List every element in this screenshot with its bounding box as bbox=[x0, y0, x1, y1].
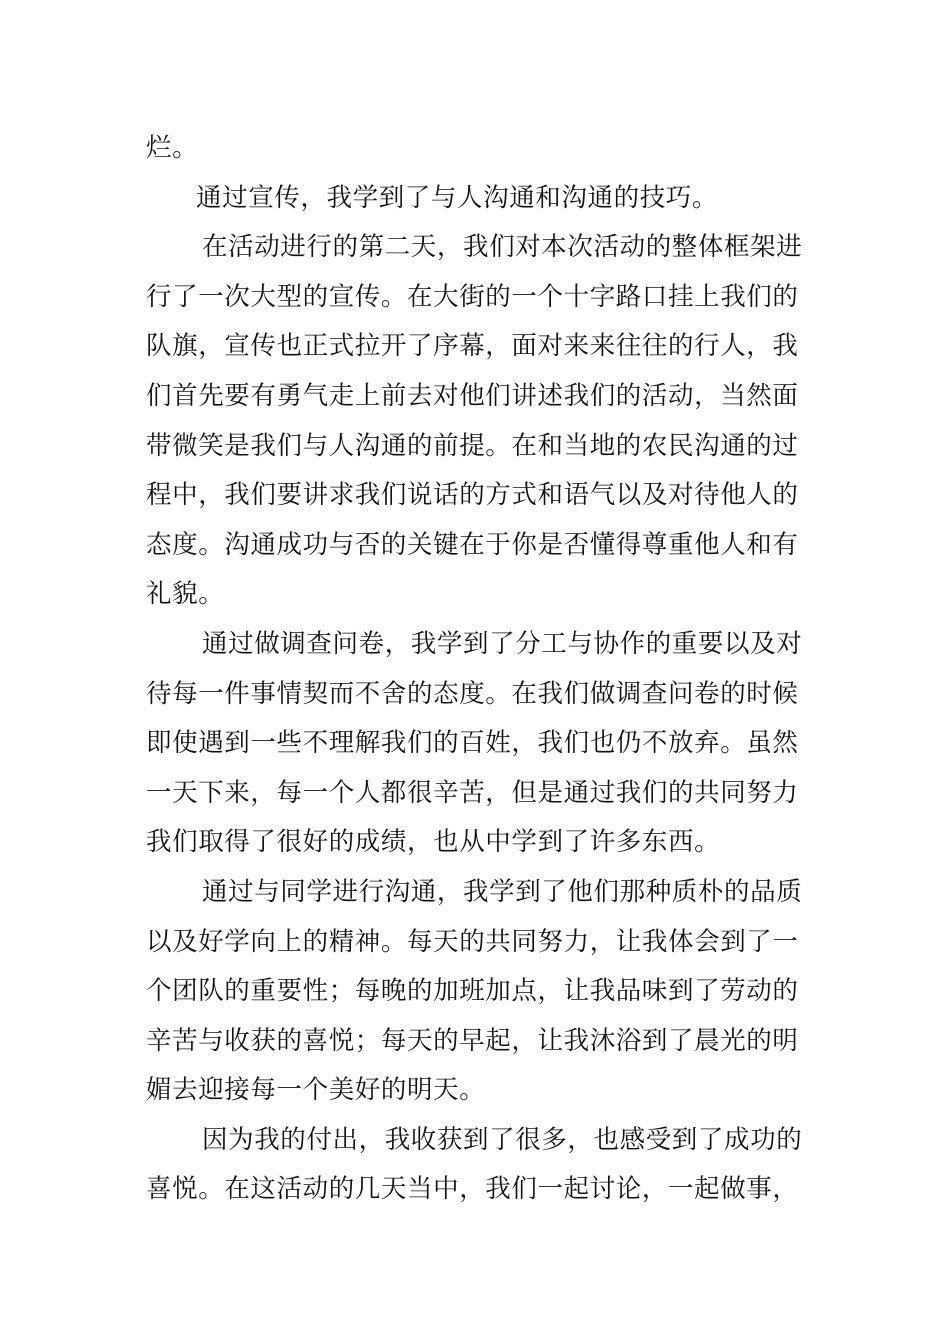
text-line: 礼貌。 bbox=[146, 579, 225, 610]
text-line: 通过宣传，我学到了与人沟通和沟通的技巧。 bbox=[196, 182, 719, 213]
text-line: 我们取得了很好的成绩，也从中学到了许多东西。 bbox=[146, 827, 721, 858]
text-line: 态度。沟通成功与否的关键在于你是否懂得尊重他人和有 bbox=[146, 529, 799, 560]
text-line: 个团队的重要性；每晚的加班加点，让我品味到了劳动的 bbox=[146, 976, 799, 1007]
text-line: 行了一次大型的宣传。在大街的一个十字路口挂上我们的 bbox=[146, 281, 799, 312]
text-line: 程中，我们要讲求我们说话的方式和语气以及对待他人的 bbox=[146, 480, 799, 511]
text-line: 通过做调查问卷，我学到了分工与协作的重要以及对 bbox=[202, 628, 803, 659]
text-line: 喜悦。在这活动的几天当中，我们一起讨论，一起做事， bbox=[146, 1174, 799, 1205]
text-line: 带微笑是我们与人沟通的前提。在和当地的农民沟通的过 bbox=[146, 430, 799, 461]
text-line: 在活动进行的第二天，我们对本次活动的整体框架进 bbox=[202, 232, 803, 263]
text-line: 辛苦与收获的喜悦；每天的早起，让我沐浴到了晨光的明 bbox=[146, 1025, 799, 1056]
text-line: 队旗，宣传也正式拉开了序幕，面对来来往往的行人，我 bbox=[146, 331, 799, 362]
text-line: 通过与同学进行沟通，我学到了他们那种质朴的品质 bbox=[202, 876, 803, 907]
text-line: 媚去迎接每一个美好的明天。 bbox=[146, 1075, 486, 1106]
text-line: 待每一件事情契而不舍的态度。在我们做调查问卷的时候 bbox=[146, 678, 799, 709]
text-line: 因为我的付出，我收获到了很多，也感受到了成功的 bbox=[202, 1124, 803, 1155]
text-line: 烂。 bbox=[146, 133, 199, 163]
text-line: 即使遇到一些不理解我们的百姓，我们也仍不放弃。虽然 bbox=[146, 728, 799, 759]
text-line: 以及好学向上的精神。每天的共同努力，让我体会到了一 bbox=[146, 926, 799, 957]
body-text bbox=[146, 124, 810, 1215]
text-line: 们首先要有勇气走上前去对他们讲述我们的活动，当然面 bbox=[146, 380, 799, 411]
text-line: 一天下来，每一个人都很辛苦，但是通过我们的共同努力 bbox=[146, 777, 799, 808]
